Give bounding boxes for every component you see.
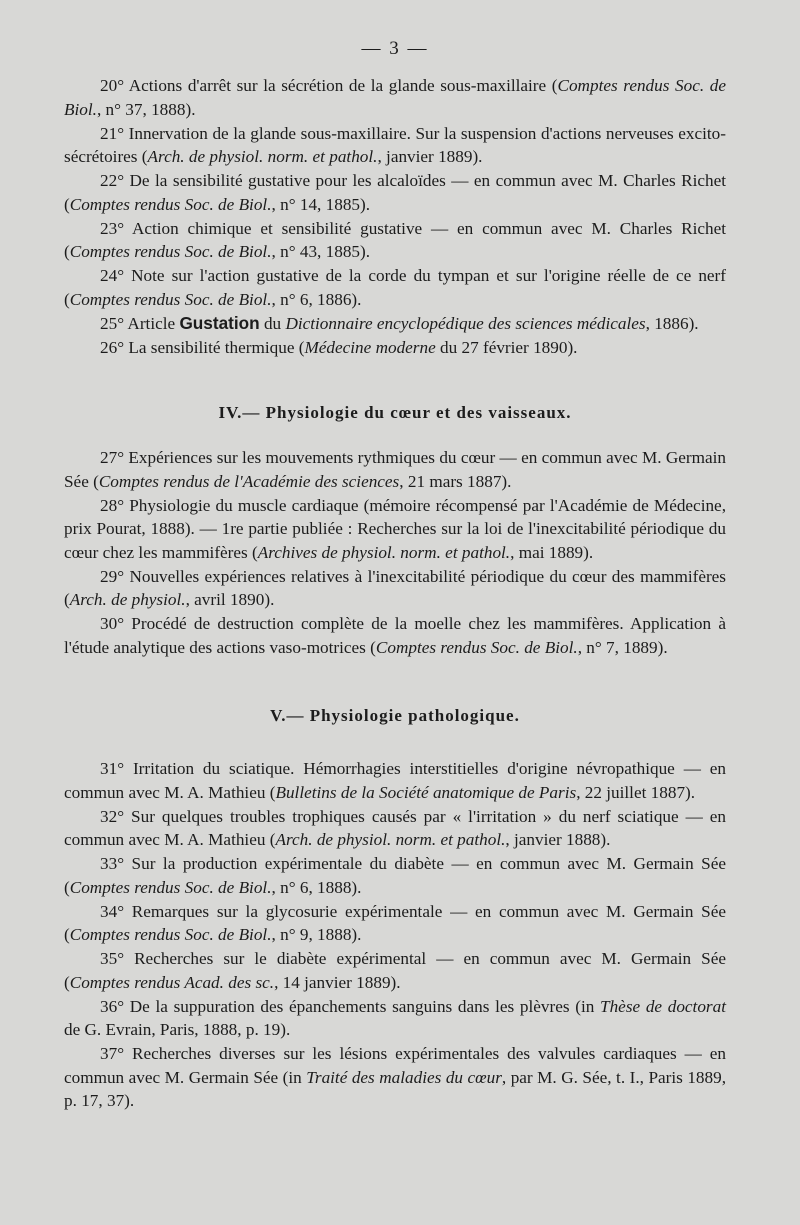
- entry-text: 35° Recherches sur le diabète expérimental — en commun avec M. Germain Sée (: [64, 949, 726, 992]
- citation-title: Traité des maladies du cœur: [306, 1067, 502, 1087]
- citation-title: Comptes rendus Acad. des sc.: [69, 972, 275, 992]
- entry-text: , n° 37, 1888).: [96, 99, 196, 119]
- entry-text: , n° 14, 1885).: [271, 194, 371, 214]
- entry-text: , 1886).: [645, 313, 699, 333]
- entry-text: 31° Irritation du sciatique. Hémorrhagies interstitielles d'origine névropathique — en commun avec M. A. Mathieu (: [64, 759, 726, 802]
- entry-text: , n° 9, 1888).: [271, 925, 362, 944]
- entry-28: [64, 494, 726, 565]
- citation-title: Bulletins de la Société anatomique de Paris: [275, 782, 577, 802]
- entry-36: [64, 995, 726, 1042]
- citation-title: Arch. de physiol.: [69, 590, 186, 609]
- entry-text: de G. Evrain, Paris, 1888, p. 19).: [64, 1020, 291, 1039]
- entry-26: [64, 336, 726, 360]
- entry-text: 27° Expériences sur les mouvements rythmiques du cœur — en commun avec M. Germain Sée (: [64, 448, 726, 491]
- citation-title: Comptes rendus Soc. de Biol.: [69, 194, 272, 214]
- entry-text: 20° Actions d'arrêt sur la sécrétion de la glande sous-maxillaire (: [100, 76, 558, 95]
- entry-22: [64, 169, 726, 216]
- entry-text: 34° Remarques sur la glycosurie expérimentale — en commun avec M. Germain Sée (: [64, 901, 726, 944]
- entry-35: [64, 947, 726, 994]
- entry-20: [64, 74, 726, 121]
- entry-21: [64, 122, 726, 169]
- entry-30: [64, 612, 726, 659]
- entry-23: [64, 217, 726, 264]
- entry-text: 28° Physiologie du muscle cardiaque (mémoire récompensé par l'Académie de Médecine, prix Pourat, 1888). — 1re partie publiée : Recherches sur la loi de l'inexcitabilité périodique du cœur chez les mammifères (: [64, 495, 726, 562]
- section-heading-iv: IV.— Physiologie du cœur et des vaisseaux.: [218, 403, 572, 422]
- entry-text: du 27 février 1890).: [435, 337, 578, 357]
- entry-text: , 22 juillet 1887).: [576, 782, 696, 802]
- entry-text: , janvier 1888).: [505, 830, 611, 849]
- entry-24: [64, 264, 726, 311]
- entry-text: 25° Article: [100, 313, 180, 333]
- section-heading-v: V.— Physiologie pathologique.: [270, 706, 520, 725]
- entry-text: du: [259, 313, 286, 333]
- entry-text: 30° Procédé de destruction complète de la moelle chez les mammifères. Application à l'étude analytique des actions vaso-motrices (: [64, 614, 726, 657]
- entry-text: , avril 1890).: [185, 590, 275, 609]
- entry-text: Gustation: [179, 312, 260, 333]
- citation-title: Comptes rendus Soc. de Biol.: [69, 289, 272, 309]
- entry-text: 37° Recherches diverses sur les lésions expérimentales des valvules cardiaques — en commun avec M. Germain Sée (in: [64, 1044, 726, 1087]
- entry-31: [64, 757, 726, 804]
- citation-title: Thèse de doctorat: [600, 996, 726, 1016]
- entry-25: [64, 312, 726, 336]
- entry-text: , mai 1889).: [510, 542, 594, 562]
- entry-text: , n° 6, 1888).: [271, 877, 362, 897]
- entry-text: 29° Nouvelles expériences relatives à l'inexcitabilité périodique du cœur des mammifères (: [64, 566, 726, 609]
- page-number: — 3 —: [361, 38, 429, 59]
- citation-title: Dictionnaire encyclopédique des sciences médicales: [285, 313, 646, 333]
- citation-title: Archives de physiol. norm. et pathol.: [257, 542, 511, 562]
- entry-text: , 21 mars 1887).: [399, 471, 512, 491]
- entry-text: , n° 6, 1886).: [271, 289, 362, 309]
- citation-title: Comptes rendus Soc. de Biol.: [69, 242, 272, 261]
- citation-title: Médecine moderne: [304, 337, 436, 357]
- entry-text: , n° 7, 1889).: [577, 637, 668, 657]
- entry-text: 36° De la suppuration des épanchements sanguins dans les plèvres (in: [100, 996, 601, 1016]
- entry-text: 21° Innervation de la glande sous-maxillaire. Sur la suspension d'actions nerveuses excito-sécrétoires (: [64, 123, 726, 166]
- citation-title: Comptes rendus Soc. de Biol.: [69, 877, 272, 897]
- entry-27: [64, 446, 726, 493]
- citation-title: Comptes rendus Soc. de Biol.: [69, 925, 272, 944]
- entry-text: 24° Note sur l'action gustative de la corde du tympan et sur l'origine réelle de ce nerf (: [64, 266, 726, 309]
- citation-title: Arch. de physiol. norm. et pathol.: [275, 830, 506, 849]
- entry-29: [64, 565, 726, 612]
- entry-34: [64, 900, 726, 947]
- entry-text: 32° Sur quelques troubles trophiques causés par « l'irritation » du nerf sciatique — en commun avec M. A. Mathieu (: [64, 806, 726, 849]
- entry-37: [64, 1042, 726, 1113]
- citation-title: Comptes rendus Soc. de Biol.: [64, 76, 726, 119]
- entries-part2: [64, 446, 726, 659]
- entry-text: 26° La sensibilité thermique (: [100, 337, 305, 357]
- entry-text: , janvier 1889).: [377, 147, 483, 166]
- citation-title: Comptes rendus Soc. de Biol.: [375, 637, 578, 657]
- entry-text: , 14 janvier 1889).: [274, 972, 401, 992]
- entry-33: [64, 852, 726, 899]
- entries-part3: [64, 757, 726, 1113]
- entry-text: , n° 43, 1885).: [271, 242, 371, 261]
- entry-text: , par M. G. Sée, t. I., Paris 1889, p. 17, 37).: [64, 1067, 726, 1110]
- entry-text: 33° Sur la production expérimentale du diabète — en commun avec M. Germain Sée (: [64, 854, 726, 897]
- entry-32: [64, 805, 726, 852]
- entry-text: 23° Action chimique et sensibilité gustative — en commun avec M. Charles Richet (: [64, 218, 726, 261]
- entries-part1: [64, 74, 726, 359]
- entry-text: 22° De la sensibilité gustative pour les alcaloïdes — en commun avec M. Charles Richet (: [64, 171, 726, 214]
- citation-title: Comptes rendus de l'Académie des sciences: [98, 471, 400, 491]
- citation-title: Arch. de physiol. norm. et pathol.: [147, 147, 378, 166]
